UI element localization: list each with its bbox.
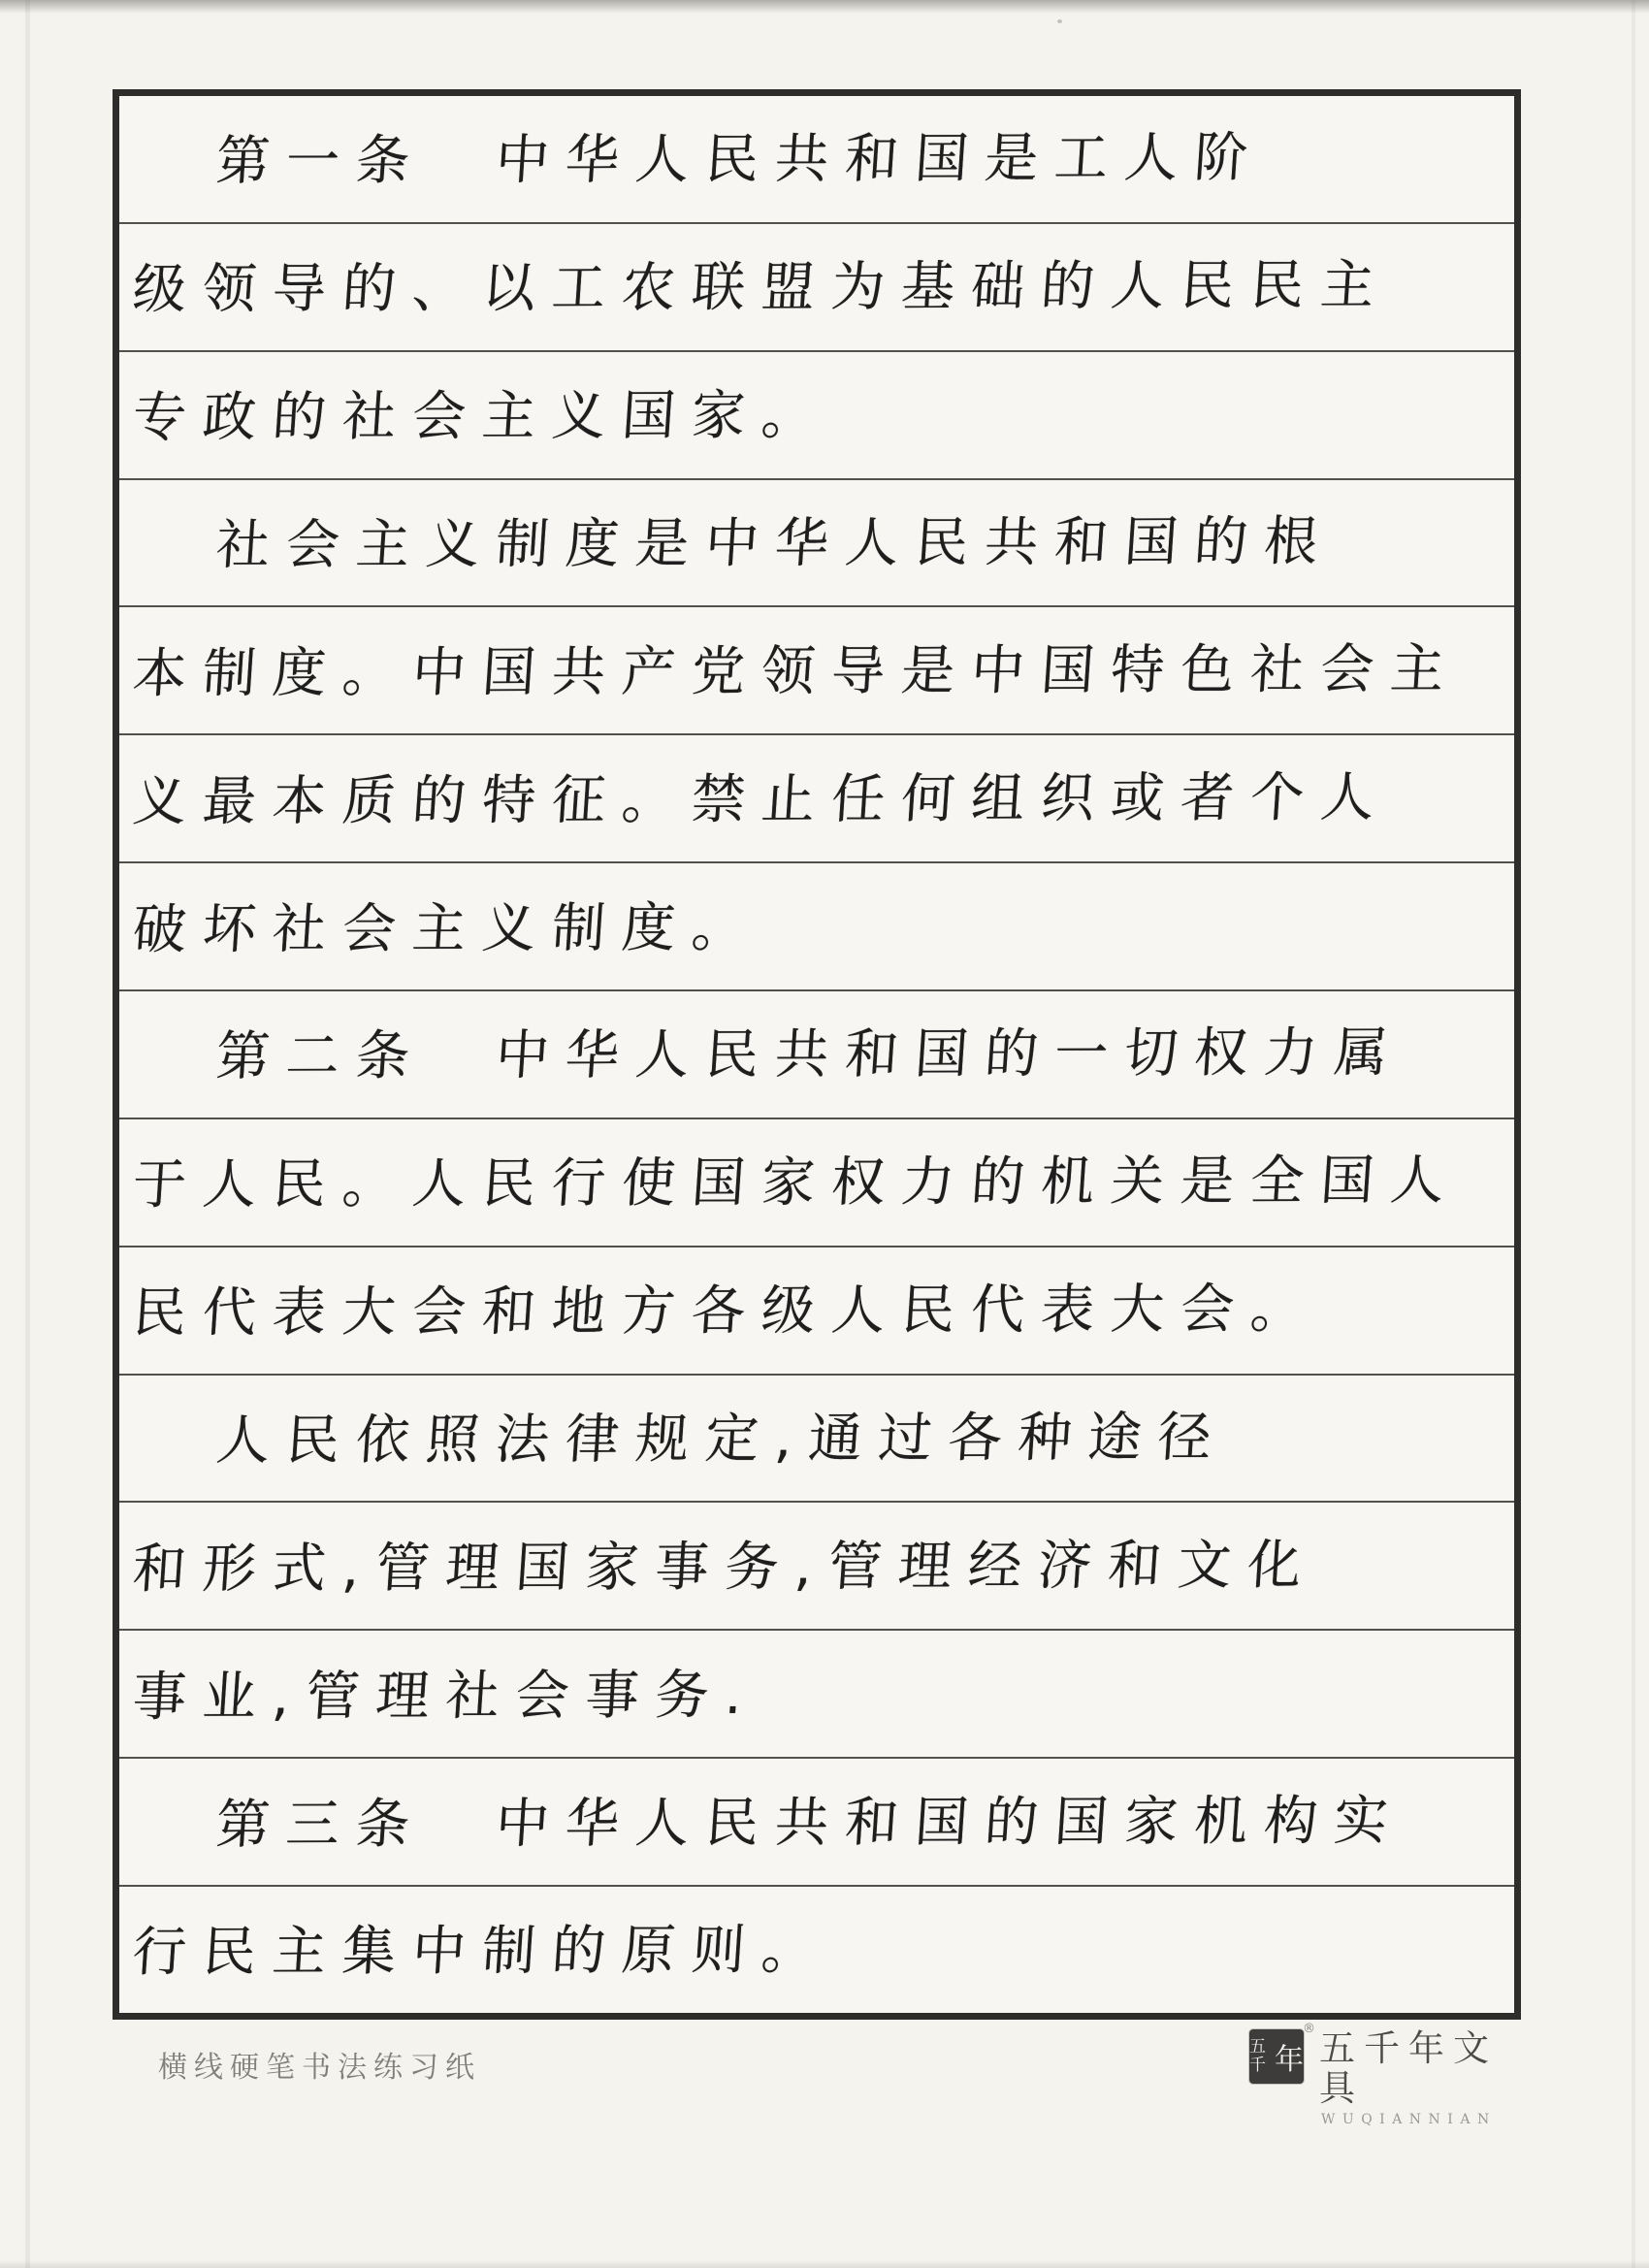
scan-edge-artifact-right bbox=[1632, 0, 1635, 2268]
handwriting-text: 第三条 中华人民共和国的国家机构实 bbox=[213, 1788, 1406, 1856]
handwriting-line bbox=[119, 991, 1514, 1119]
handwriting-text: 人民依照法律规定,通过各种途径 bbox=[213, 1406, 1230, 1472]
handwriting-line bbox=[119, 1631, 1514, 1759]
handwriting-text: 于人民。人民行使国家权力的机关是全国人 bbox=[130, 1149, 1463, 1216]
handwriting-text: 级领导的、以工农联盟为基础的人民民主 bbox=[130, 253, 1393, 321]
brand-name: 五千年文具 bbox=[1319, 2027, 1498, 2109]
handwriting-text: 行民主集中制的原则。 bbox=[130, 1918, 834, 1984]
handwriting-line bbox=[119, 480, 1514, 608]
handwriting-text: 第二条 中华人民共和国的一切权力属 bbox=[213, 1021, 1406, 1088]
brand-logo bbox=[1249, 2022, 1521, 2128]
seal-characters-right: 年 bbox=[1275, 2043, 1304, 2077]
handwriting-line bbox=[119, 735, 1514, 863]
handwriting-line bbox=[119, 352, 1514, 480]
handwriting-line bbox=[119, 863, 1514, 991]
handwriting-text: 专政的社会主义国家。 bbox=[130, 383, 834, 449]
registered-trademark-symbol: ® bbox=[1303, 2022, 1315, 2036]
brand-text bbox=[1319, 2029, 1521, 2127]
handwriting-text: 第一条 中华人民共和国是工人阶 bbox=[213, 126, 1267, 193]
handwriting-line bbox=[119, 1887, 1514, 2013]
paper-speck bbox=[1057, 19, 1062, 23]
handwriting-text: 社会主义制度是中华人民共和国的根 bbox=[213, 509, 1337, 576]
handwriting-line bbox=[119, 1759, 1514, 1887]
handwriting-text: 和形式,管理国家事务,管理经济和文化 bbox=[130, 1533, 1320, 1600]
handwriting-line bbox=[119, 1376, 1514, 1504]
handwriting-line bbox=[119, 224, 1514, 352]
handwriting-text: 破坏社会主义制度。 bbox=[130, 895, 764, 960]
brand-latin-name: WUQIANNIAN bbox=[1321, 2112, 1497, 2128]
handwriting-line bbox=[119, 1247, 1514, 1376]
ruled-practice-sheet bbox=[113, 89, 1521, 2020]
handwriting-line bbox=[119, 1119, 1514, 1247]
scan-edge-artifact-left bbox=[25, 0, 30, 2268]
handwriting-line bbox=[119, 1503, 1514, 1631]
handwriting-text: 义最本质的特征。禁止任何组织或者个人 bbox=[130, 765, 1393, 832]
sheet-type-label: 横线硬笔书法练习纸 bbox=[158, 2051, 481, 2085]
brand-seal-icon bbox=[1249, 2022, 1315, 2084]
seal-characters-left: 五千 bbox=[1249, 2037, 1266, 2075]
handwriting-line bbox=[119, 96, 1514, 224]
scan-edge-artifact-top bbox=[0, 0, 1649, 14]
handwriting-text: 民代表大会和地方各级人民代表大会。 bbox=[130, 1277, 1323, 1345]
scan-edge-artifact-bottom bbox=[0, 2260, 1649, 2268]
handwriting-text: 本制度。中国共产党领导是中国特色社会主 bbox=[130, 637, 1463, 704]
handwriting-text: 事业,管理社会事务. bbox=[130, 1663, 761, 1728]
handwriting-line bbox=[119, 607, 1514, 735]
